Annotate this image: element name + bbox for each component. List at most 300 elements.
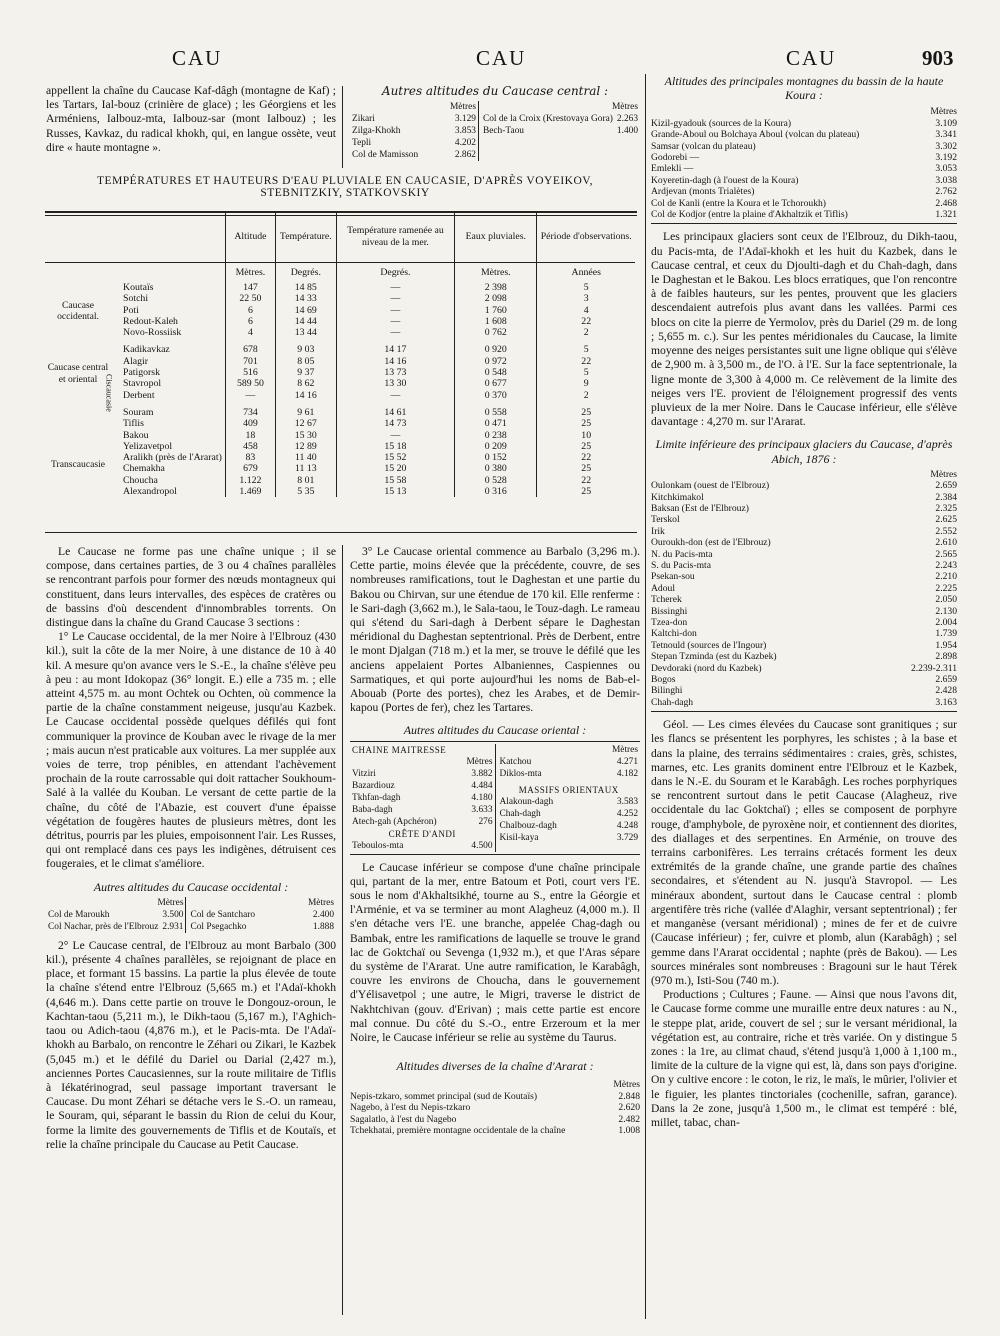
station-name: Tiflis bbox=[123, 418, 144, 430]
altitude-cell: 734 bbox=[225, 401, 275, 418]
east-altitude-row bbox=[500, 796, 639, 808]
glacier-limit-value: 1.739 bbox=[935, 628, 957, 640]
glacier-limit-row bbox=[651, 571, 957, 582]
station-name: Poti bbox=[123, 304, 139, 316]
glacier-limit-row bbox=[651, 583, 957, 594]
col-temperature: Température. bbox=[275, 212, 336, 262]
koura-altitude-row bbox=[651, 186, 957, 197]
temp-sea-cell: 13 30 bbox=[336, 378, 455, 389]
glacier-limit-row bbox=[651, 606, 957, 617]
column-rule-right bbox=[645, 74, 646, 1319]
glaciers-title: Limite inférieure des principaux glaciers du Caucase, d'après Abich, 1876 : bbox=[655, 437, 953, 466]
glacier-limit-value: 2.239-2.311 bbox=[910, 662, 957, 674]
column-1 bbox=[46, 545, 336, 1152]
west-left-list bbox=[48, 909, 183, 933]
paragraph-oriental: 3° Le Caucase oriental commence au Barbalo (3,296 m.). Cette partie, moins élevée que la précédente, couvre, de ses nombreuses ramifications, tout le Daghestan et une partie du Bakou ou Chirvan, sur une étendue de 170 kil. Elle renferme : le Sari-dagh (3,662 m.), le Sala-taou, le Touz-dagh. Le rameau qui s'étend du Sari-dagh à Derbent sépare le Daghestan méridional du Daghestan septentrional. Près de Derbent, entre le mont Djalgan (718 m.) et la mer, se trouve le défilé que les anciens appelaient Portes Albaniennes, Caspiennes ou Sarmatiques, et qui porte aujourd'hui les noms de Bab-el-Abouab (Porte des portes), chez les Arabes, et de Demir-kapou (Portes de fer), chez les Tartares. bbox=[350, 545, 641, 715]
station-name: Koutaïs bbox=[123, 282, 154, 293]
table-row bbox=[45, 463, 635, 474]
koura-altitude-value: 1.321 bbox=[935, 209, 957, 221]
glacier-limit-label: Oulonkam (ouest de l'Elbrouz) bbox=[651, 480, 770, 492]
glacier-limit-value: 3.163 bbox=[935, 696, 957, 708]
west-altitude-label: Col Nachar, près de l'Elbrouz bbox=[48, 921, 159, 932]
east-altitude-label: Chah-dagh bbox=[499, 808, 541, 819]
period-cell: 22 bbox=[537, 356, 635, 367]
table-row bbox=[45, 327, 635, 338]
table-caption-line1: TEMPÉRATURES ET HAUTEURS D'EAU PLUVIALE EN CAUCASIE, D'APRÈS VOYEIKOV, bbox=[97, 175, 593, 187]
glacier-limit-label: Irik bbox=[651, 525, 665, 537]
temperature-cell: 8 05 bbox=[275, 356, 336, 367]
station-name: Kadikavkaz bbox=[123, 344, 170, 356]
altitude-cell: 22 50 bbox=[225, 293, 275, 304]
west-altitude-row bbox=[48, 921, 183, 933]
east-altitude-label: Kisil-kaya bbox=[499, 832, 539, 843]
station-name: Aralikh (près de l'Ararat) bbox=[123, 452, 222, 464]
ararat-title: Altitudes diverses de la chaîne d'Ararat : bbox=[396, 1059, 594, 1074]
temperature-cell: 13 44 bbox=[275, 327, 336, 338]
central-altitude-value: 2.263 bbox=[616, 114, 638, 124]
glacier-limit-row bbox=[651, 549, 957, 560]
temp-sea-cell: — bbox=[336, 293, 455, 304]
temp-sea-cell: 15 58 bbox=[336, 475, 455, 486]
central-altitude-label: Tepli bbox=[352, 138, 372, 148]
altitude-cell: 1.469 bbox=[225, 486, 275, 497]
temperature-cell: 11 13 bbox=[275, 463, 336, 474]
koura-altitude-row bbox=[651, 175, 957, 186]
central-altitudes-title: Autres altitudes du Caucase central : bbox=[381, 84, 609, 98]
temp-sea-cell: 15 18 bbox=[336, 441, 455, 452]
rain-cell: 0 677 bbox=[455, 378, 537, 389]
period-cell: 5 bbox=[537, 367, 635, 378]
altitude-cell: 4 bbox=[225, 327, 275, 338]
glacier-limit-value: 2.050 bbox=[935, 594, 957, 606]
rain-cell: 0 558 bbox=[455, 401, 537, 418]
paragraph-caucase: Le Caucase ne forme pas une chaîne unique ; il se compose, dans certaines parties, de 3 ou 4 chaînes parallèles se rencontrant parfois pour former des nœuds montagneux qui constituent, dans leurs intervalles, des espèces de cratères ou de bassins d'où descendent d'innombrables torrents. On distingue dans la chaîne du Grand Caucase 3 sections : bbox=[46, 545, 336, 630]
glacier-limit-label: Baksan (Est de l'Elbrouz) bbox=[651, 502, 749, 514]
glacier-limit-row bbox=[651, 685, 957, 696]
glacier-limit-row bbox=[651, 663, 957, 674]
temperature-cell: 9 03 bbox=[275, 338, 336, 355]
ararat-altitude-row bbox=[350, 1102, 640, 1113]
east-altitudes-title: Autres altitudes du Caucase oriental : bbox=[403, 723, 587, 738]
central-altitude-value: 3.853 bbox=[454, 126, 476, 136]
rain-cell: 0 548 bbox=[455, 367, 537, 378]
ararat-altitude-label: Nepis-tzkaro, sommet principal (sud de Koutaïs) bbox=[350, 1090, 538, 1102]
period-cell: 25 bbox=[537, 486, 635, 497]
paragraph-occidental: 1° Le Caucase occidental, de la mer Noire à l'Elbrouz (430 kil.), suit la côte de la mer Noire, à une distance de 10 à 40 kil. A mesure qu'on avance vers le S.-E., la chaîne s'élève peu à peu : au mont Idokopaz (36° longit. E.) elle a 735 m. ; elle atteint 4,575 m. au mont Ochtek ou Ochten, où commence la partie de la chaîne constamment neigeuse, jusqu'au Kazbek. Le Caucase occidental possède quelques défilés qui font communiquer la province de Kouban avec le rivage de la mer ; mais aucun n'est praticable aux voitures. La mer supplée aux voies de terre, trop pénibles, en attendant l'achèvement prochain de la route carrossable qui doit rattacher Soukhoum-Salé à la vallée du Kouban. Le versant de cette partie de la chaîne, du côté de l'Abazie, est couvert d'une épaisse végétation de fougères hautes de plusieurs mètres, dont les détritus, pourris par les pluies, empoisonnent l'air. Les Russes, qui ont remplacé dans ces pays les indigènes, détruisent ces fougeraies, et le climat s'améliore. bbox=[46, 630, 336, 871]
ararat-altitude-row bbox=[350, 1114, 640, 1125]
glacier-limit-value: 1.954 bbox=[935, 639, 957, 651]
glacier-limit-value: 2.428 bbox=[935, 685, 957, 697]
central-altitude-row bbox=[352, 137, 476, 149]
koura-altitude-value: 3.109 bbox=[935, 117, 957, 129]
intro-text: appellent la chaîne du Caucase Kaf-dâgh (montagne de Kaf) ; les Tartars, Ial-bouz (crinière de glace) ; les Géorgiens et les Arméniens, Ialbouz-mta, Ialbouz-sar (mont Ialbouz) ; les Russes, Kavkaz, du radical khokh, qui, en langue ossète, veut dire « haute montagne ». bbox=[46, 84, 336, 154]
period-cell: 25 bbox=[537, 401, 635, 418]
glacier-limit-row bbox=[651, 617, 957, 628]
temp-sea-cell: — bbox=[336, 316, 455, 327]
east-altitude-row bbox=[352, 816, 493, 828]
central-left-list bbox=[352, 113, 476, 161]
altitude-cell: 516 bbox=[225, 367, 275, 378]
column-rule-left bbox=[342, 545, 343, 1315]
rain-cell: 2 398 bbox=[455, 282, 537, 293]
east-altitude-row bbox=[352, 804, 493, 816]
temperature-cell: 12 67 bbox=[275, 418, 336, 429]
central-right-list bbox=[483, 113, 638, 137]
ararat-altitude-value: 1.008 bbox=[618, 1125, 640, 1137]
koura-altitude-row bbox=[651, 141, 957, 152]
altitude-cell: 678 bbox=[225, 338, 275, 355]
rain-cell: 0 152 bbox=[455, 452, 537, 463]
koura-altitude-label: Godorebi — bbox=[651, 152, 700, 164]
altitude-cell: 147 bbox=[225, 282, 275, 293]
east-altitude-row bbox=[500, 820, 639, 832]
glacier-limit-label: Chah-dagh bbox=[651, 696, 694, 708]
table-row bbox=[45, 378, 635, 389]
east-right-list bbox=[500, 756, 639, 780]
period-cell: 5 bbox=[537, 282, 635, 293]
altitude-cell: 458 bbox=[225, 441, 275, 452]
table-bottom-rule bbox=[45, 532, 637, 533]
period-cell: 25 bbox=[537, 463, 635, 474]
glacier-limit-label: Bogos bbox=[651, 674, 676, 686]
paragraph-geologie: Géol. — Les cimes élevées du Caucase sont granitiques ; sur les flancs se présentent les porphyres, les schistes ; à la base et dans la plaine, des terrains sédimentaires : craies, grès, schistes, marnes, etc. Les granits dominent entre l'Elbrouz et le Kazbek, dans le N.-E. du Souram et le Karabâgh. Les roches porphyriques se rencontrent surtout dans le petit Caucase (Alagheuz, rive occidentale du lac Goktchaï) ; elles se composent de porphyre rouge, d'amphybole, de pyroxène noir, et contiennent des diorites, des diallages et des serpentines. En Arménie, on trouve des terrains carbonifères. Les terrains crétacés forment les deux extrémités de la grande chaîne, une grande partie des chaînes secondaires, et s'étendent au N. jusqu'à Stavropol. — Les minéraux abondent, surtout dans le Caucase central : plomb argentifère très riche (vallée d'Alaghir, versant septentrional) ; fer et manganèse (versant méridional) ; mines de fer et de cuivre (Caucase inférieur) ; fer, cuivre et plomb, alun (Karabâgh) ; sel gemme dans l'Ararat occidental ; naphte (près de Bakou). — Les sources minérales sont nombreuses : Bragouni sur le haut Térek (970 m.), Isti-Sou (740 m.). bbox=[651, 718, 957, 987]
glacier-limit-label: Bissinghi bbox=[651, 605, 688, 617]
central-altitude-row bbox=[483, 125, 638, 137]
glacier-limit-label: S. du Pacis-mta bbox=[651, 559, 711, 571]
east-altitude-value: 3.882 bbox=[471, 768, 493, 779]
west-altitude-label: Col Psegachko bbox=[190, 921, 247, 932]
station-name: Patigorsk bbox=[123, 367, 161, 379]
altitude-cell: 409 bbox=[225, 418, 275, 429]
table-row bbox=[45, 390, 635, 401]
temperature-cell: 8 01 bbox=[275, 475, 336, 486]
rain-cell: 0 209 bbox=[455, 441, 537, 452]
temperature-cell: 5 35 bbox=[275, 486, 336, 497]
koura-title: Altitudes des principales montagnes du bassin de la haute Koura : bbox=[664, 74, 944, 103]
east-altitude-row bbox=[500, 756, 639, 768]
temp-sea-cell: 15 52 bbox=[336, 452, 455, 463]
paragraph-central: 2° Le Caucase central, de l'Elbrouz au mont Barbalo (300 kil.), présente 4 chaînes parallèles, se rejoignant de place en place, et formant 15 bassins. La partie la plus élevée de toute la chaîne s'étend entre l'Elbrouz (5,665 m.) et l'Adaï-khokh (4,646 m.). Dans cette partie on trouve le Dongouz-oroun, le Kachtan-taou (5,211 m.), le Dikh-taou (5,167 m.), l'Aghich-taou ou Adich-taou (4,876 m.), et le Pacis-mta. De l'Adaï-khokh au Barbalo, on rencontre le Zéhari ou Zikari, le Kazbek (5,045 m.) et le défilé du Dariel ou Darial (2,427 m.), anciennes Portes Caucasiennes, sur la route militaire de Tiflis à Iékatérinograd, seul passage important traversant le Caucase. Du mont Zéhari se détache vers le S.-O. un rameau, le Souram, qui, séparant le bassin du Rion de celui du Kour, forme la limite des gouvernements de Tiflis et de Koutaïs, et relie la chaîne principale du Caucase au Petit Caucase. bbox=[46, 938, 336, 1151]
rain-cell: 0 471 bbox=[455, 418, 537, 429]
koura-altitude-row bbox=[651, 129, 957, 140]
glacier-limit-value: 2.552 bbox=[935, 525, 957, 537]
temperature-cell: 14 69 bbox=[275, 305, 336, 316]
table-row bbox=[45, 338, 635, 355]
east-altitude-value: 3.633 bbox=[471, 804, 493, 815]
glacier-limit-label: Terskol bbox=[651, 514, 680, 526]
group-label: Transcaucasie bbox=[51, 458, 105, 470]
period-cell: 5 bbox=[537, 338, 635, 355]
paragraph-glaciers: Les principaux glaciers sont ceux de l'Elbrouz, du Dikh-taou, du Pacis-mta, de l'Adaï-khokh et les huit du Kazbek, dans le Caucase central, et ceux du Djoulti-dagh et du Chah-dagh, dans le Daghestan et le Bakou. Les blocs erratiques, que l'on rencontre à de faibles hauteurs, sur les pentes, prouvent que les glaciers descendaient autrefois plus avant dans les vallées. Parmi ces blocs on cite la pierre de Yermolov, près du Dariel (29 m. de long ; 5,655 m. c.). Sur les pentes méridionales du Caucase, la limite moyenne des neiges persistantes suit une ligne oblique qui s'élève de 2,900 m. à 3,500 m., de l'O. à l'E. Sur la face septentrionale, la ligne monte de 3,300 à 4,000 m. Ce relèvement de la limite des neiges vers l'E. provient de l'éloignement progressif des vents pluvieux de la mer Noire. Dans le Caucase inférieur, elle s'élève davantage : 4,270 m. sur l'Ararat. bbox=[651, 230, 957, 429]
temperature-cell: 8 62 bbox=[275, 378, 336, 389]
paragraph-inferieur: Le Caucase inférieur se compose d'une chaîne principale qui, partant de la mer, entre Batoum et Poti, court vers l'E. sous le nom d'Akhaltsikhé, tourne au S., entre la Géorgie et l'Arménie, et va se terminer au mont Alagheuz (4,000 m.). Il s'en détache vers l'E. une branche, appelée Chag-dagh ou Bambak, entre les ramifications de laquelle se trouve le grand lac de Goktchaï ou Sevenga (1,932 m.), et que l'Aras sépare du système de l'Ararat. Une autre ramification, le Karabâgh, couvre les environs de Choucha, dans le gouvernement d'Yélisavetpol ; une autre, le Migri, traverse le district de Nakhtchivan (gouv. d'Erivan) ; mais cette partie est encore mal connue. Du côté du S.-O., entre Erzeroum et la mer Noire, le Caucase inférieur se relie au système du Taurus. bbox=[350, 860, 640, 1045]
central-altitude-row bbox=[352, 113, 476, 125]
central-unit-right: Mètres bbox=[611, 102, 638, 112]
temp-sea-cell: 14 73 bbox=[336, 418, 455, 429]
west-altitude-row bbox=[190, 909, 334, 921]
running-head-center: CAU bbox=[476, 46, 527, 70]
temp-sea-cell: — bbox=[336, 390, 455, 401]
glacier-limit-value: 2.384 bbox=[935, 491, 957, 503]
table-caption bbox=[60, 175, 630, 199]
table-row bbox=[45, 367, 635, 378]
temperature-cell: 15 30 bbox=[275, 430, 336, 441]
table-row bbox=[45, 418, 635, 429]
central-altitude-label: Col de Mamisson bbox=[352, 150, 419, 160]
ararat-altitude-value: 2.848 bbox=[618, 1090, 640, 1102]
table-row bbox=[45, 441, 635, 452]
group-side-label: Ciscaucasie bbox=[104, 374, 114, 413]
table-row bbox=[45, 452, 635, 463]
glacier-limit-label: Adoul bbox=[651, 582, 675, 594]
ararat-altitude-label: Sagalatlo, à l'est du Nagebo bbox=[350, 1113, 457, 1125]
period-cell: 10 bbox=[537, 430, 635, 441]
period-cell: 2 bbox=[537, 327, 635, 338]
altitude-cell: 589 50 bbox=[225, 378, 275, 389]
koura-altitude-label: Col de Kanli (entre la Koura et le Tchoroukh) bbox=[651, 197, 826, 209]
rain-cell: 0 972 bbox=[455, 356, 537, 367]
east-altitude-value: 3.583 bbox=[616, 796, 638, 807]
rain-cell: 0 370 bbox=[455, 390, 537, 401]
koura-list bbox=[651, 118, 957, 221]
east-left2-heading: CRÊTE D'ANDI bbox=[388, 828, 456, 839]
koura-altitude-value: 2.762 bbox=[935, 186, 957, 198]
station-name: Yelizavetpol bbox=[123, 440, 173, 452]
station-name: Derbent bbox=[123, 389, 155, 401]
west-unit: Mètres bbox=[157, 897, 184, 908]
rain-cell: 1 608 bbox=[455, 316, 537, 327]
east-altitude-value: 4.180 bbox=[471, 792, 493, 803]
east-altitude-row bbox=[352, 792, 493, 804]
koura-altitude-value: 3.038 bbox=[935, 174, 957, 186]
koura-altitude-label: Col de Kodjor (entre la plaine d'Akhaltzik et Tiflis) bbox=[651, 209, 848, 221]
east-altitude-label: Katchou bbox=[499, 756, 532, 767]
glacier-limit-value: 2.210 bbox=[935, 571, 957, 583]
west-altitude-value: 1.888 bbox=[312, 921, 334, 932]
table-row bbox=[45, 356, 635, 367]
ararat-altitude-label: Tchekhatai, première montagne occidentale de la chaîne bbox=[350, 1125, 566, 1137]
temperature-cell: 14 16 bbox=[275, 390, 336, 401]
central-altitude-label: Col de la Croix (Krestovaya Gora) bbox=[482, 114, 613, 124]
intro-paragraph bbox=[46, 84, 336, 155]
koura-altitude-value: 3.192 bbox=[935, 152, 957, 164]
station-name: Alagir bbox=[123, 355, 149, 367]
altitude-cell: 679 bbox=[225, 463, 275, 474]
period-cell: 2 bbox=[537, 390, 635, 401]
east-rule bbox=[350, 741, 640, 742]
west-altitude-row bbox=[48, 909, 183, 921]
glacier-limit-value: 2.004 bbox=[935, 617, 957, 628]
glacier-limit-value: 2.565 bbox=[935, 548, 957, 560]
station-name: Novo-Rossiisk bbox=[123, 327, 182, 339]
glacier-limit-row bbox=[651, 560, 957, 571]
temp-sea-cell: — bbox=[336, 305, 455, 316]
temp-sea-cell: 14 61 bbox=[336, 401, 455, 418]
period-cell: 25 bbox=[537, 418, 635, 429]
table-row bbox=[45, 486, 635, 497]
glacier-limit-row bbox=[651, 537, 957, 548]
glacier-limit-row bbox=[651, 526, 957, 537]
table-caption-line2: STEBNITZKIY, STATKOVSKIY bbox=[260, 187, 430, 199]
running-head-right: CAU bbox=[786, 46, 837, 70]
east-altitude-label: Chalbouz-dagh bbox=[499, 820, 557, 831]
station-name: Sotchi bbox=[123, 293, 149, 305]
koura-altitude-label: Koyeretin-dagh (à l'ouest de la Koura) bbox=[651, 174, 799, 186]
altitude-cell: 6 bbox=[225, 305, 275, 316]
east-altitude-value: 4.252 bbox=[616, 808, 638, 819]
column-2 bbox=[350, 545, 640, 1137]
east-right-heading: MASSIFS ORIENTAUX bbox=[518, 784, 619, 795]
glacier-limit-row bbox=[651, 492, 957, 503]
east-altitude-label: Alakoun-dagh bbox=[499, 796, 554, 807]
glacier-limit-label: Tcherek bbox=[651, 594, 682, 606]
station-name: Souram bbox=[123, 406, 154, 418]
central-altitude-row bbox=[352, 149, 476, 161]
east-right2-list bbox=[500, 796, 639, 844]
temperature-cell: 14 44 bbox=[275, 316, 336, 327]
central-unit: Mètres bbox=[449, 102, 476, 112]
koura-altitude-label: Ardjevan (monts Trialètes) bbox=[651, 186, 755, 198]
station-name: Bakou bbox=[123, 429, 149, 441]
ararat-altitude-label: Nagebo, à l'est du Nepis-tzkaro bbox=[350, 1102, 471, 1114]
glacier-limit-value: 2.659 bbox=[935, 480, 957, 492]
east-altitude-label: Vitziri bbox=[352, 768, 376, 779]
glacier-limit-label: Psekan-sou bbox=[651, 571, 695, 583]
altitude-cell: 83 bbox=[225, 452, 275, 463]
glacier-limit-row bbox=[651, 697, 957, 708]
col-altitude: Altitude bbox=[225, 212, 275, 262]
altitude-cell: 6 bbox=[225, 316, 275, 327]
koura-unit: Mètres bbox=[930, 106, 957, 118]
glaciers-rule bbox=[651, 711, 957, 712]
ararat-altitude-value: 2.620 bbox=[618, 1102, 640, 1114]
temp-sea-cell: — bbox=[336, 282, 455, 293]
glacier-limit-label: Bilinghi bbox=[651, 685, 683, 697]
ararat-altitude-value: 2.482 bbox=[618, 1113, 640, 1125]
temperature-cell: 12 89 bbox=[275, 441, 336, 452]
column-3 bbox=[651, 74, 957, 1130]
koura-altitude-label: Emlekli — bbox=[651, 163, 694, 175]
glacier-limit-value: 2.130 bbox=[935, 605, 957, 617]
east-left2-list bbox=[352, 840, 493, 852]
temperature-cell: 11 40 bbox=[275, 452, 336, 463]
column-rule-top bbox=[342, 86, 343, 168]
col-period: Période d'observations. bbox=[537, 212, 635, 262]
east-altitude-value: 4.248 bbox=[616, 820, 638, 831]
glacier-limit-value: 2.659 bbox=[935, 674, 957, 686]
west-altitude-label: Col de Santcharo bbox=[190, 909, 256, 920]
period-cell: 9 bbox=[537, 378, 635, 389]
glacier-limit-row bbox=[651, 594, 957, 605]
central-altitude-label: Zilga-Khokh bbox=[352, 126, 401, 136]
west-right-list bbox=[190, 909, 334, 933]
east-altitude-label: Teboulos-mta bbox=[352, 840, 404, 851]
west-altitude-value: 2.931 bbox=[162, 921, 184, 932]
rain-cell: 0 762 bbox=[455, 327, 537, 338]
table-row bbox=[45, 282, 635, 293]
glacier-limit-label: Stepan Tzminda (est du Kazbek) bbox=[651, 651, 777, 663]
east-altitude-value: 4.500 bbox=[471, 840, 493, 851]
period-cell: 22 bbox=[537, 316, 635, 327]
ararat-altitude-row bbox=[350, 1091, 640, 1102]
east-left-list bbox=[352, 768, 493, 828]
paragraph-productions: Productions ; Cultures ; Faune. — Ainsi que nous l'avons dit, le Caucase forme comme une muraille entre deux natures : au N., le steppe plat, aride, couvert de sel ; sur le versant méridional, la végétation est, au contraire, riche et très variée. On y distingue 5 zones : la 1re, au climat chaud, s'étend jusqu'à 1,000 à 1,100 m., limite de la culture de la vigne qui est, là, dans son pays d'origine. On y cultive encore : le coton, le riz, le maïs, le mûrier, l'olivier et le figuier, les plantes tinctoriales (cochenille, safran, garance). Dans la 2e zone, jusqu'à 1,500 m., le climat est tempéré : blé, millet, tabac, chan- bbox=[651, 988, 957, 1129]
period-cell: 4 bbox=[537, 305, 635, 316]
east-altitude-row bbox=[500, 832, 639, 844]
climate-table bbox=[45, 212, 635, 497]
altitude-cell: 18 bbox=[225, 430, 275, 441]
temperature-cell: 9 37 bbox=[275, 367, 336, 378]
period-cell: 3 bbox=[537, 293, 635, 304]
east-altitude-value: 3.729 bbox=[616, 832, 638, 843]
temp-sea-cell: — bbox=[336, 327, 455, 338]
glacier-limit-row bbox=[651, 651, 957, 662]
central-altitude-label: Bech-Taou bbox=[482, 126, 524, 136]
glacier-limit-label: Kitchkimakol bbox=[651, 491, 704, 503]
rain-cell: 0 528 bbox=[455, 475, 537, 486]
rain-cell: 0 380 bbox=[455, 463, 537, 474]
central-altitudes bbox=[350, 84, 640, 161]
central-altitude-row bbox=[352, 125, 476, 137]
table-row bbox=[45, 401, 635, 418]
east-altitude-value: 4.182 bbox=[616, 768, 638, 779]
ararat-list bbox=[350, 1091, 640, 1137]
west-altitude-value: 3.500 bbox=[162, 909, 184, 920]
east-altitude-row bbox=[352, 780, 493, 792]
table-row bbox=[45, 430, 635, 441]
west-altitude-row bbox=[190, 921, 334, 933]
east-altitude-value: 276 bbox=[478, 816, 493, 827]
glacier-limit-row bbox=[651, 514, 957, 525]
temperature-cell: 14 33 bbox=[275, 293, 336, 304]
east-left-heading: CHAINE MAITRESSE bbox=[352, 744, 447, 755]
glacier-limit-label: N. du Pacis-mta bbox=[651, 548, 713, 560]
koura-altitude-row bbox=[651, 198, 957, 209]
koura-altitude-value: 3.341 bbox=[935, 129, 957, 141]
table-row bbox=[45, 305, 635, 316]
glacier-limit-value: 2.610 bbox=[935, 537, 957, 549]
glacier-limit-label: Tzea-don bbox=[651, 617, 688, 628]
table-row bbox=[45, 475, 635, 486]
koura-rule bbox=[651, 223, 957, 224]
glacier-limit-row bbox=[651, 480, 957, 491]
central-altitude-row bbox=[483, 113, 638, 125]
rain-cell: 0 920 bbox=[455, 338, 537, 355]
east-altitude-row bbox=[352, 840, 493, 852]
running-head-left: CAU bbox=[172, 46, 223, 70]
glacier-limit-row bbox=[651, 503, 957, 514]
east-altitude-label: Atech-gah (Apchéron) bbox=[352, 816, 437, 827]
west-altitudes-title: Autres altitudes du Caucase occidental : bbox=[93, 879, 289, 894]
east-unit-right: Mètres bbox=[611, 744, 638, 755]
temp-sea-cell: 13 73 bbox=[336, 367, 455, 378]
station-name: Alexandropol bbox=[123, 486, 177, 498]
glacier-limit-label: Devdoraki (nord du Kazbek) bbox=[651, 662, 762, 674]
koura-altitude-value: 2.468 bbox=[935, 197, 957, 209]
glacier-limit-value: 2.243 bbox=[935, 559, 957, 571]
glacier-limit-row bbox=[651, 640, 957, 651]
west-altitude-label: Col de Maroukh bbox=[48, 909, 110, 920]
glacier-limit-value: 2.625 bbox=[935, 514, 957, 526]
unit-period: Années bbox=[537, 262, 635, 282]
temp-sea-cell: 14 17 bbox=[336, 338, 455, 355]
group-label: Caucase central et oriental bbox=[47, 362, 109, 385]
koura-altitude-row bbox=[651, 209, 957, 220]
east-altitude-label: Tkhfan-dagh bbox=[352, 792, 401, 803]
glaciers-unit: Mètres bbox=[930, 468, 957, 480]
altitude-cell: 701 bbox=[225, 356, 275, 367]
temp-sea-cell: — bbox=[336, 430, 455, 441]
